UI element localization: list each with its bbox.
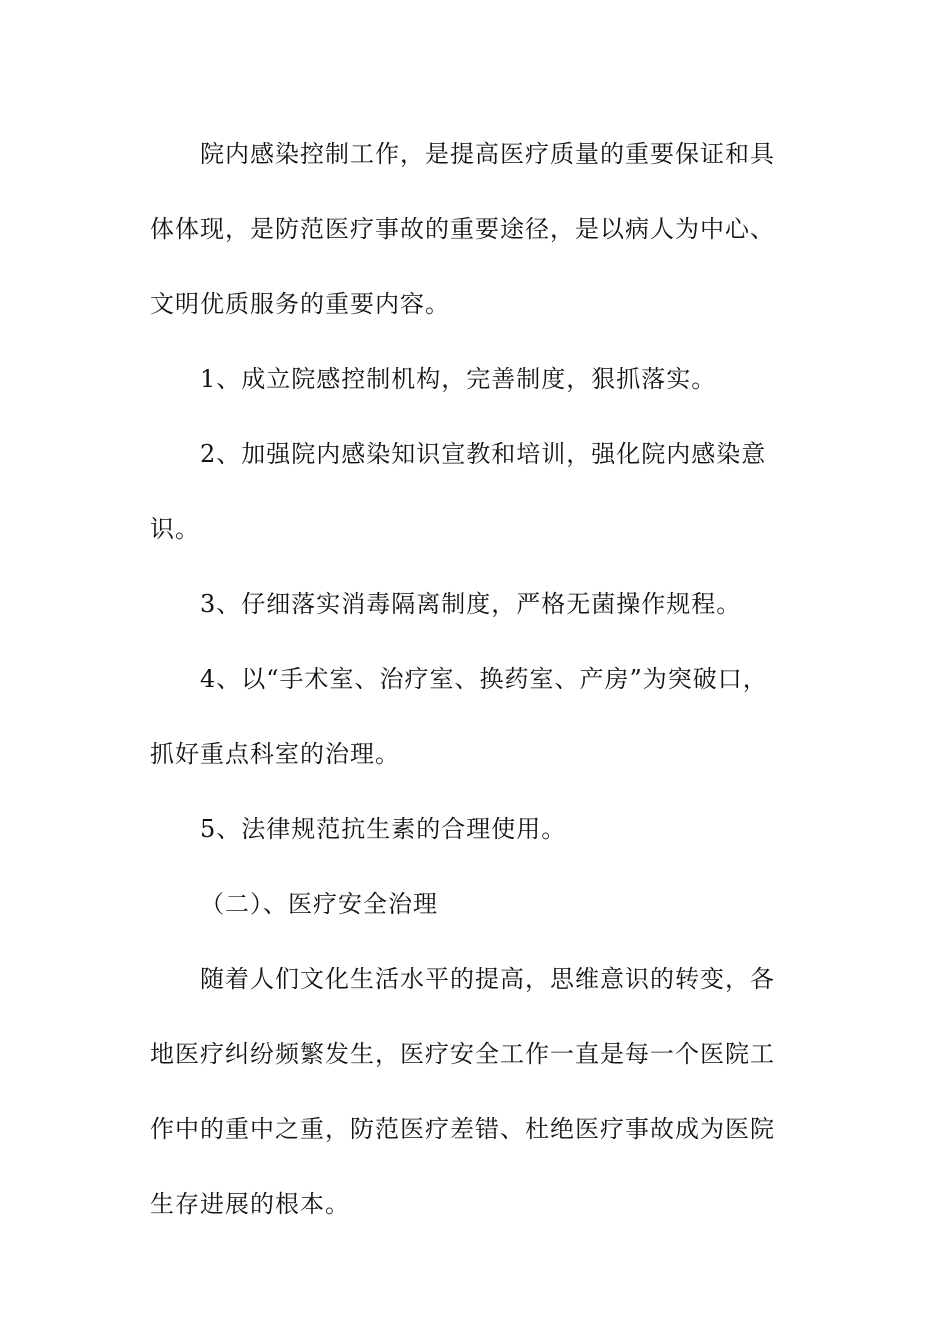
text-line: （二）、医疗安全治理: [200, 890, 438, 918]
text-line: 4、以“手术室、治疗室、换药室、产房”为突破口，: [200, 665, 768, 693]
text-line: 1、成立院感控制机构，完善制度，狠抓落实。: [200, 365, 717, 393]
text-line: 识。: [150, 515, 200, 543]
paragraph-safety: [150, 942, 795, 1242]
list-item-4: [150, 642, 795, 792]
text-line: 院内感染控制工作，是提高医疗质量的重要保证和具: [200, 140, 775, 168]
text-line: 5、法律规范抗生素的合理使用。: [200, 815, 567, 843]
document-page: [150, 117, 795, 1242]
text-line: 文明优质服务的重要内容。: [150, 290, 450, 318]
text-line: 生存进展的根本。: [150, 1190, 350, 1218]
text-line: 3、仔细落实消毒隔离制度，严格无菌操作规程。: [200, 590, 742, 618]
text-line: 地医疗纠纷频繁发生，医疗安全工作一直是每一个医院工: [150, 1040, 775, 1068]
text-line: 抓好重点科室的治理。: [150, 740, 400, 768]
text-line: 体体现，是防范医疗事故的重要途径，是以病人为中心、: [150, 215, 775, 243]
list-item-3: [150, 567, 795, 642]
text-line: 随着人们文化生活水平的提高，思维意识的转变，各: [200, 965, 775, 993]
list-item-5: [150, 792, 795, 867]
list-item-2: [150, 417, 795, 567]
list-item-1: [150, 342, 795, 417]
paragraph-intro: [150, 117, 795, 342]
text-line: 2、加强院内感染知识宣教和培训，强化院内感染意: [200, 440, 767, 468]
text-line: 作中的重中之重，防范医疗差错、杜绝医疗事故成为医院: [150, 1115, 775, 1143]
section-heading: [150, 867, 795, 942]
